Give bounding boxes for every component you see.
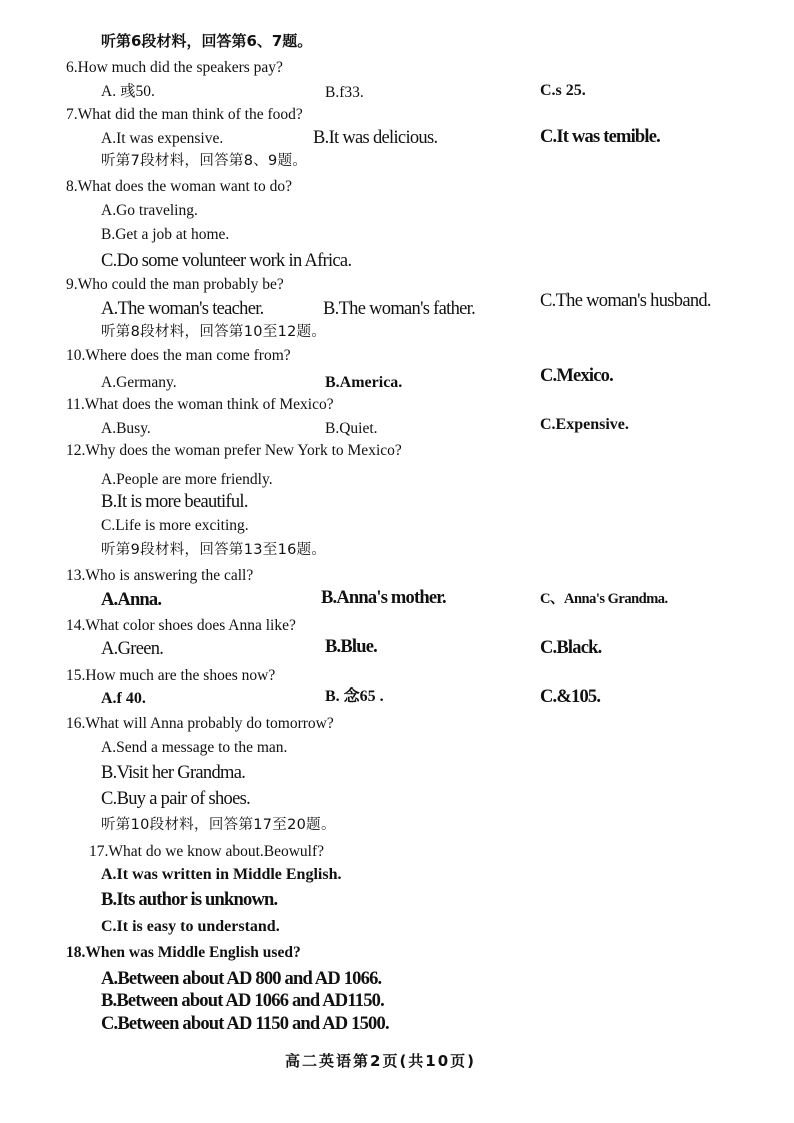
q9-option-c: C.The woman's husband. — [540, 291, 711, 311]
question-16: 16.What will Anna probably do tomorrow? — [66, 715, 334, 732]
section-heading: 听第10段材料，回答第17至20题。 — [101, 817, 336, 833]
question-14: 14.What color shoes does Anna like? — [66, 617, 296, 634]
q8-option-b: B.Get a job at home. — [101, 226, 230, 243]
q12-option-b: B.It is more beautiful. — [101, 492, 248, 512]
page-footer: 高二英语第2页(共10页) — [285, 1052, 477, 1070]
q12-option-c: C.Life is more exciting. — [101, 517, 249, 534]
q10-option-c: C.Mexico. — [540, 366, 613, 386]
q16-option-c: C.Buy a pair of shoes. — [101, 789, 251, 809]
q13-option-b: B.Anna's mother. — [321, 588, 446, 608]
q6-option-c: C.s 25. — [540, 82, 586, 99]
q9-option-a: A.The woman's teacher. — [101, 299, 264, 319]
q14-option-b: B.Blue. — [325, 637, 377, 657]
q16-option-b: B.Visit her Grandma. — [101, 763, 246, 783]
q6-option-b: B.f33. — [325, 84, 364, 101]
q9-option-b: B.The woman's father. — [323, 299, 476, 319]
question-18: 18.When was Middle English used? — [66, 944, 301, 961]
q18-option-c: C.Between about AD 1150 and AD 1500. — [101, 1014, 389, 1034]
q7-option-a: A.It was expensive. — [101, 130, 224, 147]
q18-option-b: B.Between about AD 1066 and AD1150. — [101, 991, 384, 1011]
q17-option-c: C.It is easy to understand. — [101, 918, 280, 935]
q6-option-a: A. 彧50. — [101, 83, 155, 100]
q7-option-c: C.It was temible. — [540, 127, 660, 147]
q18-option-a: A.Between about AD 800 and AD 1066. — [101, 969, 382, 989]
q15-option-c: C.&105. — [540, 687, 601, 707]
q8-option-a: A.Go traveling. — [101, 202, 198, 219]
section-heading: 听第6段材料，回答第6、7题。 — [101, 32, 313, 50]
q13-option-a: A.Anna. — [101, 590, 162, 610]
q17-option-b: B.Its author is unknown. — [101, 890, 278, 910]
question-17: 17.What do we know about.Beowulf? — [89, 843, 325, 860]
q8-option-c: C.Do some volunteer work in Africa. — [101, 251, 352, 271]
q7-option-b: B.It was delicious. — [313, 128, 438, 148]
question-7: 7.What did the man think of the food? — [66, 106, 303, 123]
section-heading: 听第8段材料，回答第10至12题。 — [101, 324, 327, 340]
q15-option-a: A.f 40. — [101, 690, 146, 707]
q17-option-a: A.It was written in Middle English. — [101, 866, 342, 883]
q14-option-a: A.Green. — [101, 639, 164, 659]
q10-option-a: A.Germany. — [101, 374, 177, 391]
q15-option-b: B. 念65 . — [325, 688, 384, 705]
q14-option-c: C.Black. — [540, 638, 602, 658]
q13-option-c: C、Anna's Grandma. — [540, 591, 668, 607]
q12-option-a: A.People are more friendly. — [101, 471, 273, 488]
question-13: 13.Who is answering the call? — [66, 567, 254, 584]
q16-option-a: A.Send a message to the man. — [101, 739, 288, 756]
question-10: 10.Where does the man come from? — [66, 347, 291, 364]
q11-option-c: C.Expensive. — [540, 416, 629, 433]
q11-option-b: B.Quiet. — [325, 420, 378, 437]
section-heading: 听第7段材料，回答第8、9题。 — [101, 153, 308, 169]
q11-option-a: A.Busy. — [101, 420, 151, 437]
question-8: 8.What does the woman want to do? — [66, 178, 292, 195]
q10-option-b: B.America. — [325, 374, 403, 391]
section-heading: 听第9段材料，回答第13至16题。 — [101, 542, 327, 558]
question-6: 6.How much did the speakers pay? — [66, 59, 283, 76]
question-12: 12.Why does the woman prefer New York to Mexico? — [66, 442, 402, 459]
question-11: 11.What does the woman think of Mexico? — [66, 396, 334, 413]
question-9: 9.Who could the man probably be? — [66, 276, 284, 293]
question-15: 15.How much are the shoes now? — [66, 667, 276, 684]
